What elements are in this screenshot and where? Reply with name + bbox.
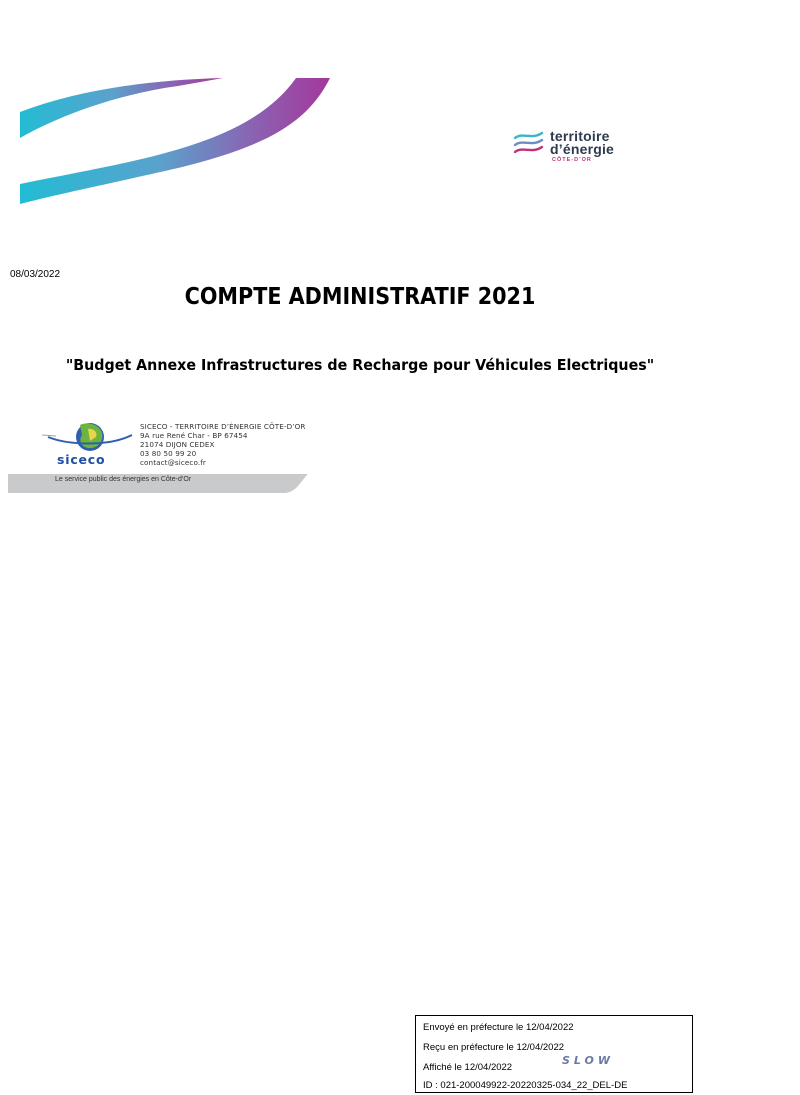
siceco-letterhead [8,415,308,495]
document-date: 08/03/2022 [10,269,61,280]
territoire-energie-logo [512,126,632,166]
slow-logo: SLOW [562,1054,615,1067]
stamp-posted-date: Affiché le 12/04/2022 [423,1062,513,1073]
document-subtitle: "Budget Annexe Infrastructures de Recharge pour Véhicules Electriques" [65,356,655,374]
logo-text-line1: territoire [550,128,610,144]
siceco-address-line: SICECO - TERRITOIRE D’ÉNERGIE CÔTE-D’OR [140,422,306,431]
siceco-wordmark: siceco [57,452,106,467]
logo-text-line2: d’énergie [550,141,615,157]
siceco-address-line: 9A rue René Char - BP 67454 [140,431,248,440]
siceco-tagline: Le service public des énergies en Côte-d’Or [55,476,192,483]
siceco-email: contact@siceco.fr [140,458,206,467]
siceco-address-line: 21074 DIJON CEDEX [140,440,215,449]
stamp-sent-date: Envoyé en préfecture le 12/04/2022 [423,1022,574,1033]
header-swoosh-graphic [18,76,330,206]
document-title: COMPTE ADMINISTRATIF 2021 [184,284,536,310]
stamp-document-id: ID : 021-200049922-20220325-034_22_DEL-DE [423,1080,628,1091]
stamp-received-date: Reçu en préfecture le 12/04/2022 [423,1042,565,1053]
prefecture-stamp-box [415,1015,693,1093]
territoire-energie-mark-icon [512,130,546,156]
logo-text-line3: CÔTE-D’OR [552,157,592,163]
siceco-phone: 03 80 50 99 20 [140,449,197,458]
